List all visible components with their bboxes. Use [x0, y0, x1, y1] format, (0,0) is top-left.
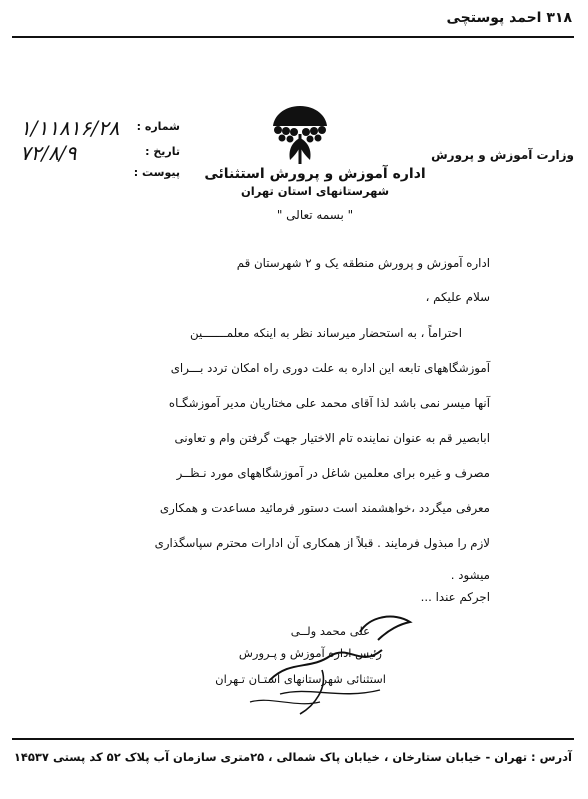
addressee-line: اداره آموزش و پرورش منطقه یک و ۲ شهرستان قم [236, 256, 490, 270]
body-line: آموزشگاههای تابعه این اداره به علت دوری راه امکان تردد بـــرای [170, 361, 490, 375]
office-subtitle: شهرستانهای استان تهران [240, 184, 390, 198]
invocation: " بسمه تعالی " [276, 208, 354, 222]
footer-address: آدرس : تهران - خیابان ستارخان ، خیابان پاک شمالی ، ۲۵متری سازمان آب پلاک ۵۲ کد پستی ۱۴۵۳۷ [13, 750, 572, 764]
book-and-wreath-emblem-icon [270, 100, 330, 168]
body-line: معرفی میگردد ،خواهشمند است دستور فرمائید مساعدت و همکاری [159, 501, 490, 515]
body-line: آنها میسر نمی باشد لذا آقای محمد علی مختاریان مدیر آموزشگـاه [168, 396, 490, 410]
reference-number-label: شماره : [136, 120, 180, 133]
signatory-title: رئیس اداره آموزش و پـرورش [238, 646, 382, 660]
reference-number-row [20, 116, 180, 140]
header-rule [12, 36, 574, 38]
reference-attachment-row [20, 166, 180, 184]
body-line: لازم را مبذول فرمایند . قبلاً از همکاری آن ادارات محترم سپاسگذاری [154, 536, 490, 550]
signature-block [190, 610, 440, 720]
footer-rule [12, 738, 574, 740]
body-line: میشود . [450, 568, 490, 582]
body-line: احتراماً ، به استحضار میرساند نظر به اینکه معلمـــــــین [190, 326, 462, 340]
signatory-unit: استثنائی شهرستانهای استـان تـهران [215, 672, 386, 686]
reference-date-value: ۷۲/۸/۹ [20, 141, 77, 165]
reference-date-label: تاریخ : [145, 145, 180, 158]
office-title: اداره آموزش و پرورش استثنائی [204, 166, 426, 182]
salutation-line: سلام علیکم ، [425, 290, 490, 304]
page-header [0, 0, 588, 40]
body-line: مصرف و غیره برای معلمین شاغل در آموزشگاههای مورد نـظــر [176, 466, 490, 480]
reference-attachment-label: پیوست : [133, 166, 180, 179]
reference-date-row [20, 141, 180, 165]
ministry-name: وزارت آموزش و پرورش [431, 148, 574, 162]
signatory-name: علی محمد ولــی [290, 624, 370, 638]
page-number-and-author: ۳۱۸ احمد پوستچی [446, 10, 572, 26]
body-line: ابابصیر قم به عنوان نماینده تام الاختیار جهت گرفتن وام و تعاونی [174, 431, 490, 445]
reference-number-value: ۱/۱۱۸۱۶/۲۸ [20, 116, 120, 140]
closing-line: اجرکم عندا ... [420, 590, 490, 604]
